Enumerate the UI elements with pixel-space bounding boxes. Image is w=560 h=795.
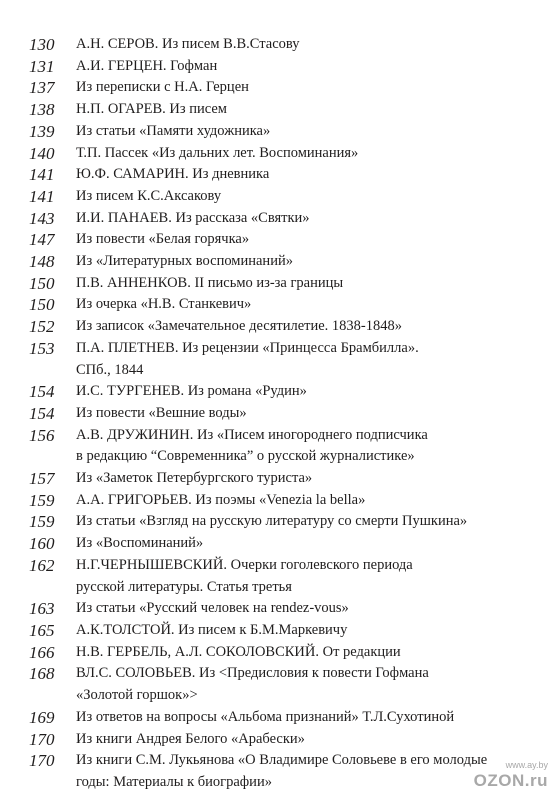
toc-entry	[0, 598, 560, 620]
toc-entry	[0, 490, 560, 512]
toc-entry-line: Из статьи «Взгляд на русскую литературу со смерти Пушкина»	[76, 513, 468, 530]
toc-entry	[0, 251, 560, 273]
toc-page-number: 140	[29, 143, 55, 163]
toc-entry-title	[76, 663, 560, 706]
toc-entry-line: Из очерка «Н.В. Станкевич»	[76, 296, 252, 313]
toc-page-number: 154	[29, 403, 55, 423]
toc-entry-line: Из «Воспоминаний»	[76, 535, 204, 552]
toc-entry-title	[76, 425, 560, 468]
toc-entry-title	[76, 620, 560, 642]
toc-page-number: 143	[29, 208, 55, 228]
watermark	[474, 760, 548, 791]
toc-entry-title	[76, 490, 560, 512]
toc-entry	[0, 425, 560, 468]
toc-entry	[0, 56, 560, 78]
toc-entry-line: Н.В. ГЕРБЕЛЬ, А.Л. СОКОЛОВСКИЙ. От редакции	[76, 643, 401, 660]
toc-page-number: 150	[29, 273, 55, 293]
toc-entry-title	[76, 381, 560, 403]
toc-entry-line: П.А. ПЛЕТНЕВ. Из рецензии «Принцесса Брамбилла».	[76, 339, 419, 356]
toc-page-number: 170	[29, 729, 55, 749]
toc-entry-line: А.И. ГЕРЦЕН. Гофман	[76, 57, 218, 74]
toc-entry	[0, 294, 560, 316]
toc-entry-title	[76, 34, 560, 56]
toc-entry-line: Из статьи «Памяти художника»	[76, 122, 271, 139]
toc-entry	[0, 642, 560, 664]
toc-entry-title	[76, 598, 560, 620]
toc-page-number: 157	[29, 469, 55, 489]
toc-entry-title	[76, 251, 560, 273]
toc-page-number: 163	[29, 599, 55, 619]
toc-page-number: 150	[29, 295, 55, 315]
toc-entry-line: годы: Материалы к биографии»	[76, 773, 272, 790]
toc-entry	[0, 273, 560, 295]
toc-entry	[0, 511, 560, 533]
toc-entry	[0, 121, 560, 143]
toc-entry	[0, 99, 560, 121]
toc-entry-title	[76, 294, 560, 316]
toc-entry	[0, 143, 560, 165]
toc-entry-line: русской литературы. Статья третья	[76, 578, 292, 595]
toc-entry-title	[76, 707, 560, 729]
toc-entry	[0, 34, 560, 56]
toc-entry-line: И.С. ТУРГЕНЕВ. Из романа «Рудин»	[76, 383, 307, 400]
toc-entry	[0, 663, 560, 706]
toc-entry-title	[76, 642, 560, 664]
toc-entry-line: Из статьи «Русский человек на rendez-vous»	[76, 600, 349, 617]
toc-entry	[0, 229, 560, 251]
toc-entry	[0, 729, 560, 751]
toc-entry-line: Н.Г.ЧЕРНЫШЕВСКИЙ. Очерки гоголевского периода	[76, 556, 413, 573]
toc-entry-title	[76, 316, 560, 338]
toc-entry	[0, 338, 560, 381]
toc-entry-line: Из книги Андрея Белого «Арабески»	[76, 730, 305, 747]
toc-page-number: 147	[29, 230, 55, 250]
toc-entry-title	[76, 121, 560, 143]
toc-entry-line: Из переписки с Н.А. Герцен	[76, 79, 249, 96]
toc-entry-title	[76, 99, 560, 121]
toc-entry-title	[76, 77, 560, 99]
toc-entry-line: «Золотой горшок»>	[76, 687, 198, 704]
toc-page-number: 169	[29, 707, 55, 727]
toc-entry-title	[76, 229, 560, 251]
toc-entry	[0, 316, 560, 338]
toc-page-number: 131	[29, 56, 55, 76]
toc-entry-line: П.В. АННЕНКОВ. II письмо из-за границы	[76, 274, 344, 291]
toc-page-number: 156	[29, 425, 55, 445]
toc-page-number: 165	[29, 620, 55, 640]
toc-entry	[0, 555, 560, 598]
toc-entry-line: Из «Заметок Петербургского туриста»	[76, 470, 313, 487]
toc-entry-line: А.А. ГРИГОРЬЕВ. Из поэмы «Venezia la bella»	[76, 491, 366, 508]
toc-entry	[0, 620, 560, 642]
toc-entry-line: в редакцию “Современника” о русской журналистике»	[76, 448, 415, 465]
toc-entry-line: Из писем К.С.Аксакову	[76, 187, 222, 204]
toc-entry-title	[76, 56, 560, 78]
toc-page-number: 166	[29, 642, 55, 662]
toc-entry-line: Из повести «Вешние воды»	[76, 404, 247, 421]
toc-entry-title	[76, 403, 560, 425]
table-of-contents	[0, 34, 560, 794]
toc-entry-line: А.Н. СЕРОВ. Из писем В.В.Стасову	[76, 36, 300, 52]
toc-entry	[0, 77, 560, 99]
toc-entry-line: Из книги С.М. Лукьянова «О Владимире Соловьеве в его молодые	[76, 752, 488, 769]
toc-page-number: 160	[29, 534, 55, 554]
toc-entry-title	[76, 511, 560, 533]
toc-entry	[0, 533, 560, 555]
toc-entry	[0, 208, 560, 230]
toc-entry-title	[76, 729, 560, 751]
toc-page-number: 139	[29, 121, 55, 141]
toc-entry-line: ВЛ.С. СОЛОВЬЕВ. Из <Предисловия к повести Гофмана	[76, 665, 429, 682]
toc-page-number: 153	[29, 338, 55, 358]
toc-page-number: 130	[29, 35, 55, 54]
toc-entry-line: И.И. ПАНАЕВ. Из рассказа «Святки»	[76, 209, 310, 226]
toc-entry	[0, 186, 560, 208]
toc-entry-line: Ю.Ф. САМАРИН. Из дневника	[76, 166, 270, 183]
toc-entry	[0, 164, 560, 186]
toc-entry	[0, 403, 560, 425]
toc-page-number: 170	[29, 751, 55, 771]
toc-entry-line: Н.П. ОГАРЕВ. Из писем	[76, 101, 227, 118]
toc-entry-line: А.К.ТОЛСТОЙ. Из писем к Б.М.Маркевичу	[76, 621, 348, 638]
toc-entry-line: А.В. ДРУЖИНИН. Из «Писем иногороднего подписчика	[76, 426, 428, 443]
toc-entry-title	[76, 186, 560, 208]
toc-entry-title	[76, 164, 560, 186]
toc-page-number: 137	[29, 78, 55, 98]
toc-page-number: 162	[29, 555, 55, 575]
toc-entry-line: Из «Литературных воспоминаний»	[76, 253, 293, 270]
toc-entry-line: Из ответов на вопросы «Альбома признаний» Т.Л.Сухотиной	[76, 708, 455, 725]
toc-page-number: 154	[29, 382, 55, 402]
toc-entry-title	[76, 273, 560, 295]
toc-page-number: 138	[29, 100, 55, 120]
toc-entry	[0, 381, 560, 403]
toc-entry-title	[76, 533, 560, 555]
toc-page-number: 159	[29, 490, 55, 510]
toc-entry-title	[76, 338, 560, 381]
toc-page-number: 168	[29, 664, 55, 684]
toc-page-number: 148	[29, 252, 55, 272]
watermark-site: www.ay.by	[505, 760, 548, 770]
toc-entry	[0, 707, 560, 729]
toc-page-number: 159	[29, 512, 55, 532]
toc-entry-line: Из записок «Замечательное десятилетие. 1838-1848»	[76, 318, 403, 335]
watermark-brand-logo: OZON.ru	[473, 771, 548, 790]
toc-page-number: 141	[29, 165, 55, 185]
toc-entry-title	[76, 555, 560, 598]
toc-entry-line: Из повести «Белая горячка»	[76, 231, 250, 248]
toc-page-number: 141	[29, 186, 55, 206]
toc-entry-title	[76, 208, 560, 230]
toc-entry-line: СПб., 1844	[76, 361, 144, 378]
toc-entry	[0, 468, 560, 490]
toc-entry-title	[76, 143, 560, 165]
toc-entry-title	[76, 468, 560, 490]
toc-page-number: 152	[29, 317, 55, 337]
toc-entry-line: Т.П. Пассек «Из дальних лет. Воспоминания»	[76, 144, 359, 161]
